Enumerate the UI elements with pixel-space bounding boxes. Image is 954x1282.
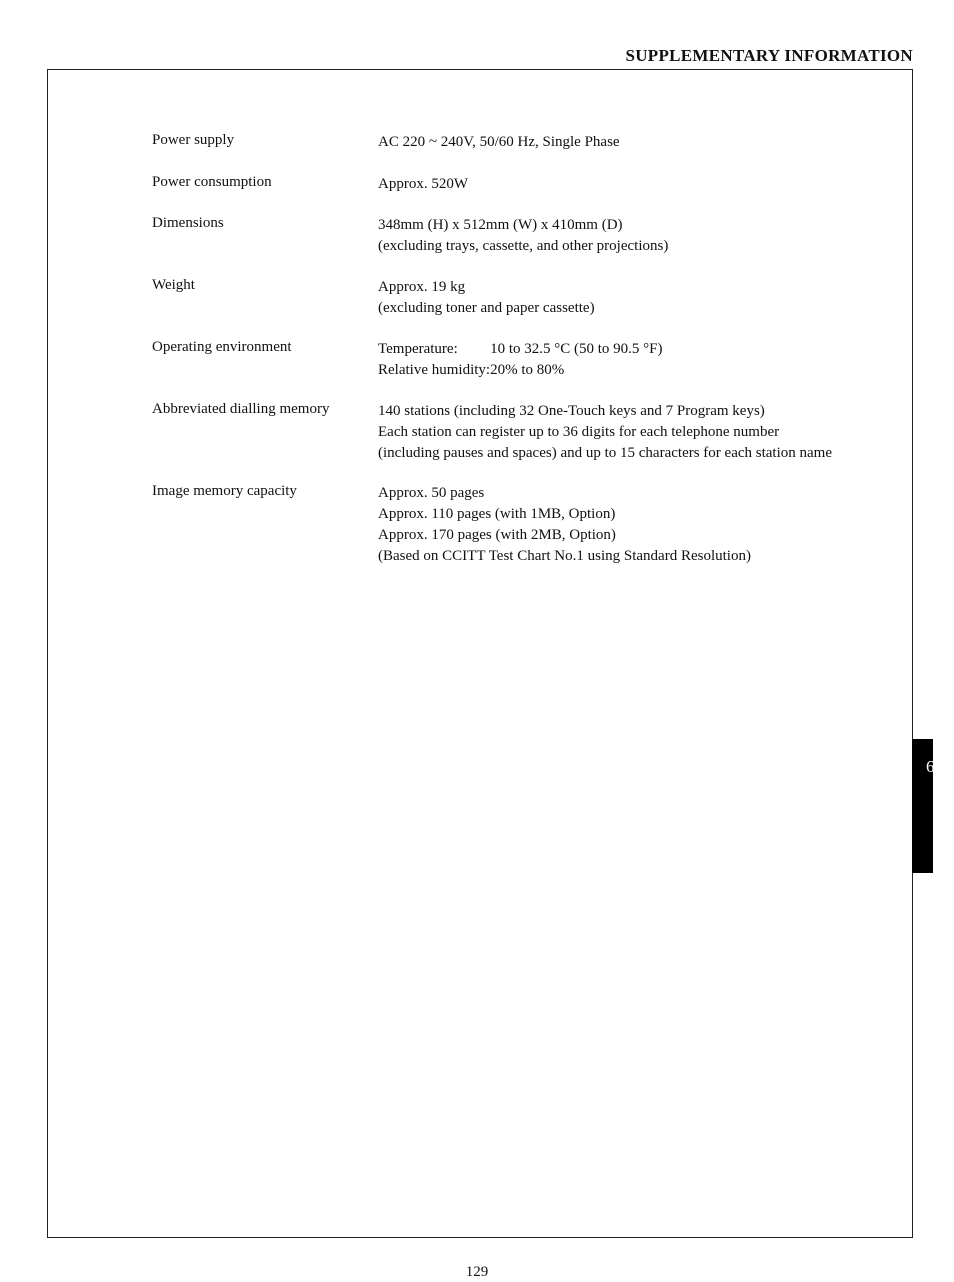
- spec-label: Power supply: [152, 132, 235, 148]
- spec-value-line: (excluding trays, cassette, and other projections): [378, 238, 669, 254]
- spec-value-line: AC 220 ~ 240V, 50/60 Hz, Single Phase: [378, 134, 620, 150]
- spec-label: Power consumption: [152, 174, 272, 190]
- chapter-tab-label: 6: [926, 757, 935, 776]
- spec-label: Dimensions: [152, 215, 224, 231]
- spec-value-line: Approx. 19 kg: [378, 279, 466, 295]
- spec-label: Image memory capacity: [152, 483, 297, 499]
- env-value: 10 to 32.5 °C (50 to 90.5 °F): [490, 341, 663, 357]
- spec-value-line: Approx. 50 pages: [378, 485, 485, 501]
- spec-value-line: Approx. 110 pages (with 1MB, Option): [378, 506, 616, 522]
- spec-value-line: 348mm (H) x 512mm (W) x 410mm (D): [378, 217, 623, 233]
- spec-values: [378, 339, 663, 381]
- spec-value-line: (Based on CCITT Test Chart No.1 using Standard Resolution): [378, 548, 751, 564]
- spec-values: [378, 132, 620, 153]
- spec-values: [378, 215, 668, 257]
- env-key: Relative humidity:: [378, 362, 491, 378]
- spec-label: Operating environment: [152, 339, 292, 355]
- spec-label: Abbreviated dialling memory: [152, 401, 330, 417]
- chapter-tab: [912, 739, 933, 873]
- spec-label: Weight: [152, 277, 195, 293]
- spec-value-line: 140 stations (including 32 One-Touch keys and 7 Program keys): [378, 403, 765, 419]
- spec-value-line: Approx. 520W: [378, 176, 468, 192]
- spec-value-line: (excluding toner and paper cassette): [378, 300, 595, 316]
- section-header: SUPPLEMENTARY INFORMATION: [625, 46, 913, 65]
- spec-value-line: Each station can register up to 36 digits for each telephone number: [378, 424, 780, 440]
- env-value: 20% to 80%: [490, 362, 565, 378]
- spec-values: [378, 174, 468, 195]
- page-number: 129: [465, 1264, 489, 1280]
- env-row: [378, 360, 663, 381]
- spec-value-line: Approx. 170 pages (with 2MB, Option): [378, 527, 616, 543]
- spec-values: [378, 483, 751, 567]
- spec-value-line: (including pauses and spaces) and up to 15 characters for each station name: [378, 445, 832, 461]
- env-row: [378, 339, 663, 360]
- spec-values: [378, 277, 595, 319]
- env-key: Temperature:: [378, 341, 458, 357]
- spec-values: [378, 401, 832, 464]
